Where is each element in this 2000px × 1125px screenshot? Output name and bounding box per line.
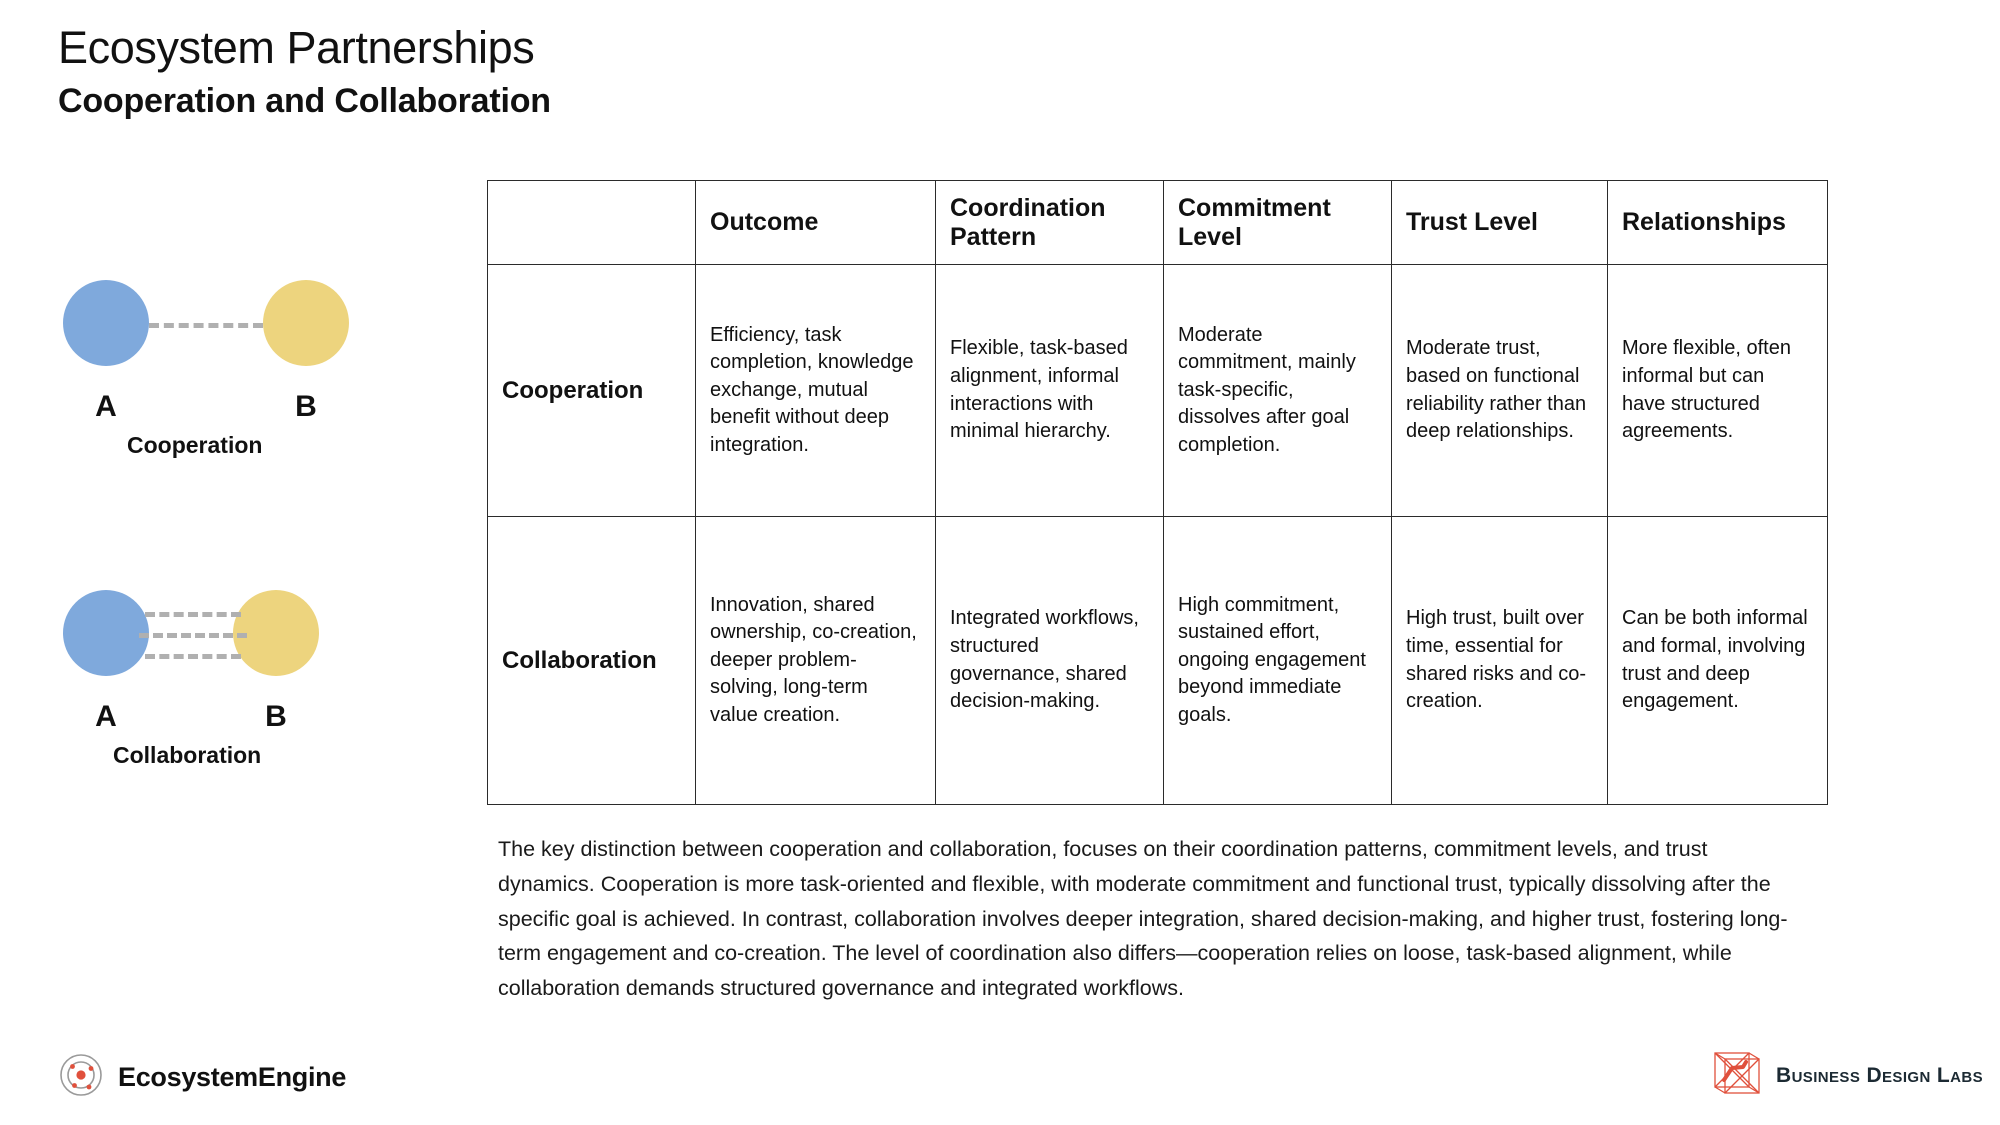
cell-cooperation-trust-level: Moderate trust, based on functional reliability rather than deep relationships. (1392, 265, 1608, 517)
cell-collaboration-outcome: Innovation, shared ownership, co-creation, deeper problem-solving, long-term value creation. (696, 517, 936, 805)
cell-collaboration-commitment-level: High commitment, sustained effort, ongoing engagement beyond immediate goals. (1164, 517, 1392, 805)
table-row-header-collaboration: Collaboration (488, 517, 696, 805)
footer-brand-right (1712, 1048, 1983, 1103)
footer-brand-right-label: Business Design Labs (1776, 1063, 1984, 1087)
collaboration-node-a (63, 590, 149, 676)
cooperation-node-labels (45, 390, 465, 436)
cell-cooperation-coordination-pattern: Flexible, task-based alignment, informal interactions with minimal hierarchy. (936, 265, 1164, 517)
cooperation-node-b (263, 280, 349, 366)
cell-cooperation-relationships: More flexible, often informal but can have structured agreements. (1608, 265, 1828, 517)
diagram-panel (45, 280, 465, 900)
table-column-header-commitment-level: Commitment Level (1164, 181, 1392, 265)
collaboration-node-b-label: B (265, 700, 287, 733)
footer-brand-left (58, 1052, 346, 1103)
wireframe-cube-icon (1712, 1048, 1762, 1103)
table-corner-cell (488, 181, 696, 265)
cell-cooperation-commitment-level: Moderate commitment, mainly task-specific, dissolves after goal completion. (1164, 265, 1392, 517)
cell-cooperation-outcome: Efficiency, task completion, knowledge exchange, mutual benefit without deep integration. (696, 265, 936, 517)
cell-collaboration-relationships: Can be both informal and formal, involving trust and deep engagement. (1608, 517, 1828, 805)
table-header-row (488, 181, 1828, 265)
table-row (488, 517, 1828, 805)
cooperation-node-a (63, 280, 149, 366)
orbit-atom-icon (58, 1052, 104, 1103)
comparison-table-wrapper (487, 180, 1817, 805)
summary-paragraph: The key distinction between cooperation and collaboration, focuses on their coordination patterns, commitment levels, and trust dynamics. Cooperation is more task-oriented and flexible, with moderate commitment and functional trust, typically dissolving after the specific goal is achieved. In contrast, collaboration involves deeper integration, shared decision-making, and higher trust, fostering long-term engagement and co-creation. The level of coordination also differs—cooperation relies on loose, task-based alignment, while collaboration demands structured governance and integrated workflows. (498, 837, 1788, 1001)
table-column-header-coordination-pattern: Coordination Pattern (936, 181, 1164, 265)
table-column-header-outcome: Outcome (696, 181, 936, 265)
page-title: Ecosystem Partnerships (58, 22, 535, 73)
diagram-cooperation (45, 280, 465, 480)
collaboration-node-a-label: A (95, 700, 117, 733)
cooperation-node-a-label: A (95, 390, 117, 423)
cooperation-node-b-label: B (295, 390, 317, 423)
collaboration-connector-3 (145, 654, 241, 659)
table-column-header-relationships: Relationships (1608, 181, 1828, 265)
table-row-header-cooperation: Cooperation (488, 265, 696, 517)
cooperation-connector-1 (149, 323, 263, 328)
diagram-collaboration (45, 590, 465, 790)
table-row (488, 265, 1828, 517)
collaboration-node-labels (45, 700, 465, 746)
table-body (488, 265, 1828, 805)
collaboration-caption: Collaboration (113, 742, 262, 768)
cooperation-nodes (45, 280, 465, 390)
cell-collaboration-trust-level: High trust, built over time, essential for shared risks and co-creation. (1392, 517, 1608, 805)
table-header (488, 181, 1828, 265)
collaboration-nodes (45, 590, 465, 700)
slide-header (58, 22, 551, 122)
table-column-header-trust-level: Trust Level (1392, 181, 1608, 265)
cell-collaboration-coordination-pattern: Integrated workflows, structured governance, shared decision-making. (936, 517, 1164, 805)
page-subtitle: Cooperation and Collaboration (58, 81, 551, 120)
collaboration-connector-1 (145, 612, 241, 617)
footer-brand-left-label: EcosystemEngine (118, 1062, 347, 1092)
collaboration-connector-2 (139, 633, 247, 638)
cooperation-caption: Cooperation (127, 432, 263, 458)
comparison-table (487, 180, 1828, 805)
